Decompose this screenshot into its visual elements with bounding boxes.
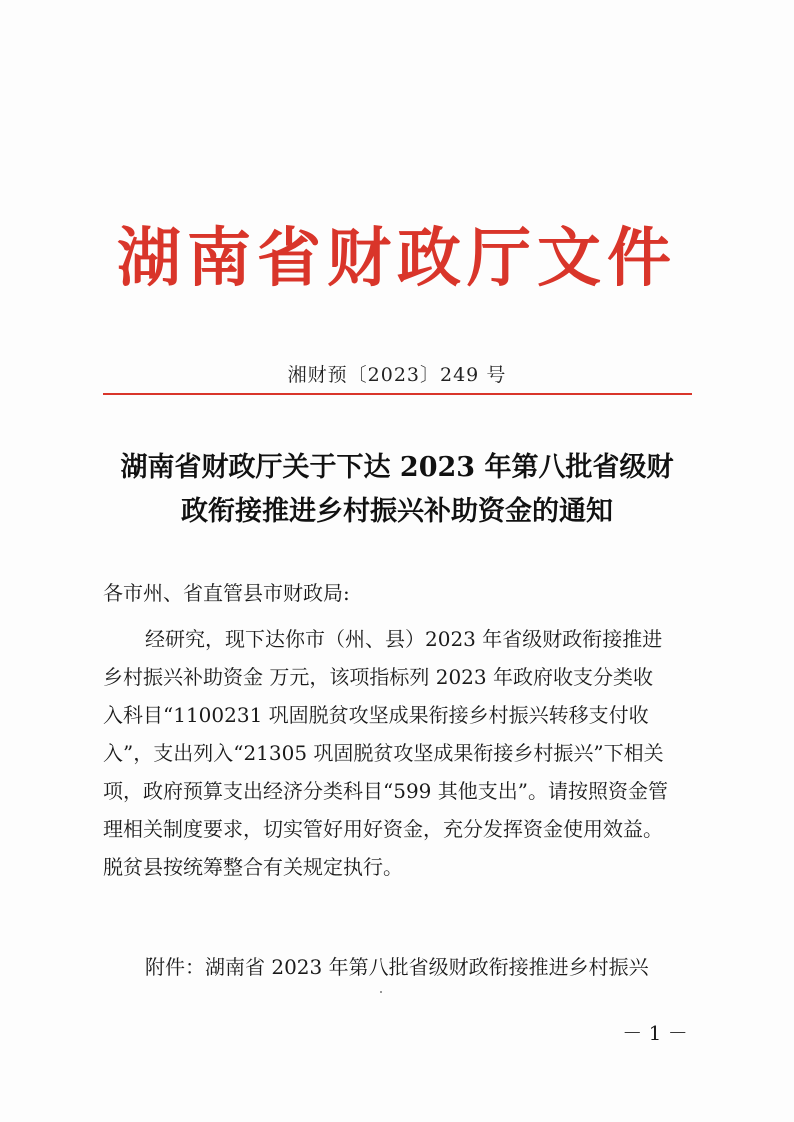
title-line-1: 湖南省财政厅关于下达 2023 年第八批省级财 <box>120 452 674 483</box>
body-line: 理相关制度要求，切实管好用好资金，充分发挥资金使用效益。 <box>103 817 663 841</box>
document-masthead: 湖南省财政厅文件 <box>117 221 677 296</box>
salutation: 各市州、省直管县市财政局: <box>103 581 350 605</box>
red-separator-line <box>103 393 692 395</box>
body-line: 经研究，现下达你市（州、县）2023 年省级财政衔接推进 <box>145 627 663 651</box>
title-line-2: 政衔接推进乡村振兴补助资金的通知 <box>181 496 613 527</box>
body-line: 项，政府预算支出经济分类科目“599 其他支出”。请按照资金管 <box>103 779 668 803</box>
body-line: 乡村振兴补助资金 万元，该项指标列 2023 年政府收支分类收 <box>103 665 653 689</box>
document-number: 湘财预〔2023〕249 号 <box>287 364 507 386</box>
attachment-note: 附件：湖南省 2023 年第八批省级财政衔接推进乡村振兴 <box>145 955 649 979</box>
body-line: 脱贫县按统筹整合有关规定执行。 <box>103 855 403 879</box>
scan-speck <box>380 991 382 993</box>
document-title <box>90 446 704 534</box>
body-line: 入”，支出列入“21305 巩固脱贫攻坚成果衔接乡村振兴”下相关 <box>103 741 664 765</box>
body-line: 入科目“1100231 巩固脱贫攻坚成果衔接乡村振兴转移支付收 <box>103 703 649 727</box>
page-number: － 1 － <box>622 1021 688 1045</box>
